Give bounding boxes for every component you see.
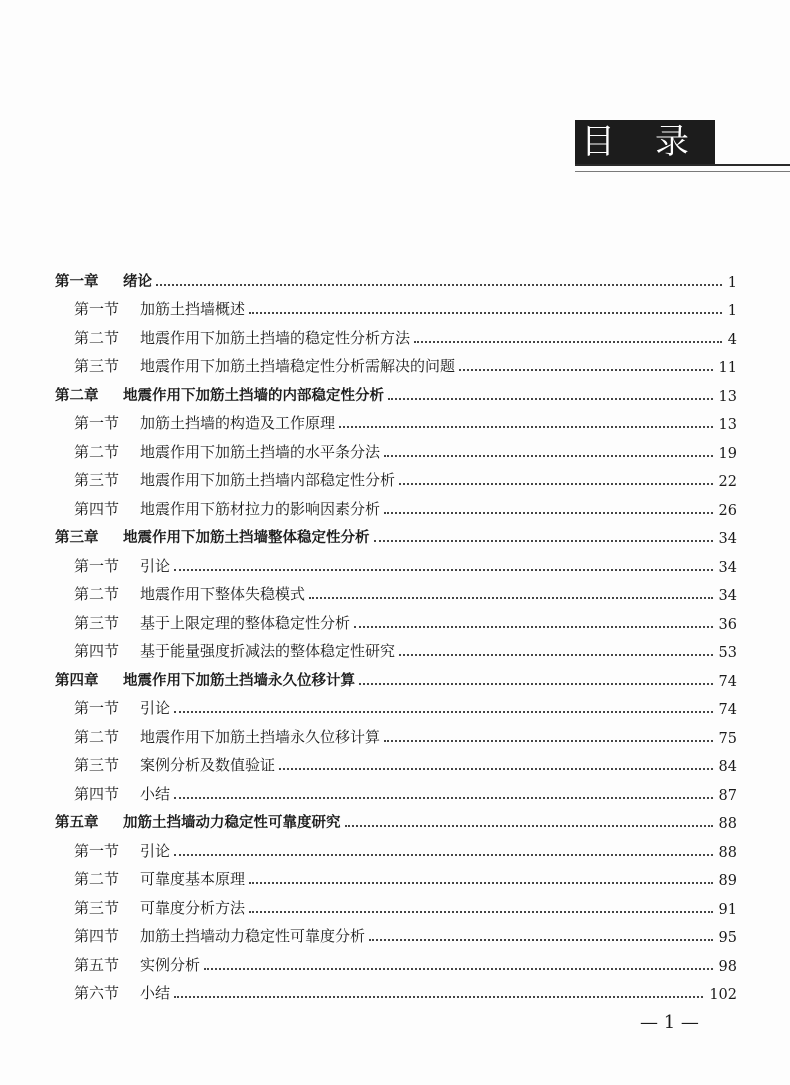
- toc-entry-number: 第一节: [74, 414, 120, 432]
- toc-entry-page: 74: [718, 673, 737, 690]
- toc-entry-number: 第五章: [55, 815, 99, 831]
- toc-section-entry[interactable]: [55, 775, 737, 804]
- toc-entry-title: 地震作用下加筋土挡墙永久位移计算: [123, 672, 355, 689]
- toc-leader-dots: [309, 596, 713, 599]
- toc-entry-page: 95: [718, 930, 737, 946]
- toc-section-entry[interactable]: [55, 889, 737, 918]
- toc-chapter-entry[interactable]: [55, 376, 737, 405]
- toc-leader-dots: [174, 796, 713, 799]
- toc-leader-dots: [174, 995, 703, 998]
- toc-entry-number: 第五节: [74, 955, 120, 974]
- toc-entry-number: 第四节: [74, 927, 120, 945]
- toc-entry-page: 87: [718, 787, 737, 804]
- toc-leader-dots: [384, 739, 713, 742]
- toc-entry-number: 第三节: [74, 471, 120, 489]
- toc-leader-dots: [204, 967, 713, 970]
- toc-entry-title: 引论: [140, 841, 171, 860]
- toc-section-entry[interactable]: [55, 433, 737, 462]
- toc-entry-page: 19: [718, 445, 737, 462]
- toc-entry-title: 小结: [140, 784, 171, 803]
- toc-leader-dots: [156, 283, 722, 286]
- toc-entry-number: 第四节: [74, 784, 120, 803]
- toc-entry-number: 第一节: [74, 556, 120, 575]
- toc-leader-dots: [399, 482, 713, 485]
- toc-leader-dots: [249, 311, 722, 314]
- toc-entry-number: 第六节: [74, 984, 120, 1002]
- toc-entry-title: 可靠度基本原理: [140, 870, 246, 888]
- toc-section-entry[interactable]: [55, 718, 737, 747]
- toc-entry-number: 第三章: [55, 530, 99, 546]
- toc-leader-dots: [414, 340, 722, 343]
- toc-leader-dots: [174, 568, 713, 571]
- toc-entry-title: 绪论: [123, 273, 152, 290]
- toc-entry-page: 88: [718, 816, 737, 832]
- toc-entry-page: 34: [718, 531, 737, 547]
- toc-leader-dots: [174, 710, 713, 713]
- heading-rule: [575, 164, 790, 166]
- toc-entry-page: 34: [718, 588, 737, 604]
- toc-heading-block: [575, 120, 729, 164]
- toc-entry-title: 实例分析: [140, 955, 201, 974]
- toc-entry-title: 加筋土挡墙动力稳定性可靠度分析: [140, 927, 366, 945]
- toc-entry-title: 地震作用下整体失稳模式: [140, 585, 306, 603]
- table-of-contents: [55, 262, 737, 1003]
- toc-entry-number: 第一章: [55, 273, 99, 290]
- toc-section-entry[interactable]: [55, 918, 737, 947]
- toc-entry-title: 地震作用下加筋土挡墙整体稳定性分析: [123, 530, 370, 546]
- toc-entry-title: 可靠度分析方法: [140, 898, 246, 917]
- toc-leader-dots: [459, 368, 713, 371]
- toc-entry-page: 91: [718, 901, 737, 918]
- toc-entry-page: 13: [718, 417, 737, 433]
- toc-entry-title: 引论: [140, 556, 171, 575]
- toc-entry-number: 第三节: [74, 898, 120, 917]
- toc-leader-dots: [374, 539, 713, 542]
- toc-heading: [575, 120, 729, 164]
- toc-entry-page: 1: [727, 274, 737, 291]
- toc-chapter-entry[interactable]: [55, 262, 737, 291]
- toc-section-entry[interactable]: [55, 633, 737, 662]
- toc-entry-page: 88: [718, 844, 737, 861]
- toc-entry-number: 第二章: [55, 387, 99, 404]
- toc-leader-dots: [388, 397, 713, 400]
- toc-entry-number: 第四章: [55, 672, 99, 689]
- toc-entry-title: 地震作用下加筋土挡墙永久位移计算: [140, 727, 381, 746]
- toc-entry-title: 加筋土挡墙概述: [140, 300, 246, 318]
- toc-chapter-entry[interactable]: [55, 661, 737, 690]
- toc-entry-page: 36: [718, 616, 737, 633]
- toc-heading-char-2: 录: [655, 122, 729, 162]
- toc-entry-page: 11: [718, 360, 737, 376]
- toc-leader-dots: [399, 653, 713, 656]
- toc-leader-dots: [279, 767, 713, 770]
- toc-chapter-entry[interactable]: [55, 519, 737, 548]
- toc-entry-number: 第三节: [74, 357, 120, 375]
- toc-entry-page: 22: [718, 474, 737, 490]
- toc-leader-dots: [249, 881, 713, 884]
- toc-entry-number: 第四节: [74, 499, 120, 518]
- toc-entry-title: 地震作用下加筋土挡墙稳定性分析需解决的问题: [140, 357, 456, 375]
- toc-leader-dots: [249, 910, 713, 913]
- toc-section-entry[interactable]: [55, 690, 737, 719]
- heading-rule-thin: [575, 171, 790, 172]
- toc-entry-number: 第一节: [74, 699, 120, 717]
- toc-entry-title: 地震作用下加筋土挡墙的内部稳定性分析: [123, 387, 384, 404]
- toc-leader-dots: [174, 853, 713, 856]
- toc-entry-page: 75: [718, 730, 737, 747]
- toc-section-entry[interactable]: [55, 576, 737, 605]
- toc-section-entry[interactable]: [55, 291, 737, 320]
- toc-entry-number: 第三节: [74, 756, 120, 774]
- toc-entry-page: 53: [718, 645, 737, 661]
- toc-entry-page: 102: [709, 987, 737, 1003]
- toc-entry-number: 第四节: [74, 642, 120, 660]
- toc-section-entry[interactable]: [55, 604, 737, 633]
- toc-entry-number: 第二节: [74, 328, 120, 347]
- toc-entry-number: 第二节: [74, 442, 120, 461]
- toc-entry-number: 第二节: [74, 870, 120, 888]
- toc-entry-title: 加筋土挡墙动力稳定性可靠度研究: [123, 815, 341, 831]
- toc-section-entry[interactable]: [55, 547, 737, 576]
- toc-entry-number: 第一节: [74, 300, 120, 318]
- toc-leader-dots: [339, 425, 713, 428]
- toc-leader-dots: [359, 682, 713, 685]
- toc-section-entry[interactable]: [55, 975, 737, 1004]
- toc-chapter-entry[interactable]: [55, 804, 737, 833]
- toc-section-entry[interactable]: [55, 348, 737, 377]
- toc-section-entry[interactable]: [55, 832, 737, 861]
- toc-section-entry[interactable]: [55, 490, 737, 519]
- toc-heading-char-1: 目: [581, 122, 655, 162]
- toc-entry-title: 引论: [140, 699, 171, 717]
- toc-entry-page: 34: [718, 559, 737, 576]
- toc-entry-number: 第一节: [74, 841, 120, 860]
- toc-leader-dots: [369, 938, 713, 941]
- toc-entry-page: 4: [727, 331, 737, 348]
- toc-section-entry[interactable]: [55, 462, 737, 491]
- toc-entry-title: 地震作用下加筋土挡墙内部稳定性分析: [140, 471, 396, 489]
- toc-entry-number: 第二节: [74, 585, 120, 603]
- toc-entry-title: 基于上限定理的整体稳定性分析: [140, 613, 351, 632]
- toc-entry-title: 加筋土挡墙的构造及工作原理: [140, 414, 336, 432]
- toc-entry-title: 案例分析及数值验证: [140, 756, 276, 774]
- page-number: — 1 —: [640, 1012, 699, 1033]
- toc-entry-title: 地震作用下筋材拉力的影响因素分析: [140, 499, 381, 518]
- toc-leader-dots: [384, 454, 713, 457]
- toc-entry-page: 89: [718, 873, 737, 889]
- toc-section-entry[interactable]: [55, 946, 737, 975]
- toc-entry-number: 第二节: [74, 727, 120, 746]
- toc-entry-page: 13: [718, 388, 737, 405]
- toc-entry-title: 小结: [140, 984, 171, 1002]
- toc-entry-title: 地震作用下加筋土挡墙的稳定性分析方法: [140, 328, 411, 347]
- toc-entry-page: 84: [718, 759, 737, 775]
- toc-section-entry[interactable]: [55, 747, 737, 776]
- toc-entry-page: 74: [718, 702, 737, 718]
- toc-entry-title: 基于能量强度折减法的整体稳定性研究: [140, 642, 396, 660]
- toc-section-entry[interactable]: [55, 861, 737, 890]
- toc-leader-dots: [354, 625, 713, 628]
- toc-entry-title: 地震作用下加筋土挡墙的水平条分法: [140, 442, 381, 461]
- toc-entry-page: 26: [718, 502, 737, 519]
- toc-section-entry[interactable]: [55, 405, 737, 434]
- toc-section-entry[interactable]: [55, 319, 737, 348]
- toc-leader-dots: [384, 511, 713, 514]
- toc-leader-dots: [345, 824, 713, 827]
- toc-entry-number: 第三节: [74, 613, 120, 632]
- toc-entry-page: 98: [718, 958, 737, 975]
- toc-entry-page: 1: [727, 303, 737, 319]
